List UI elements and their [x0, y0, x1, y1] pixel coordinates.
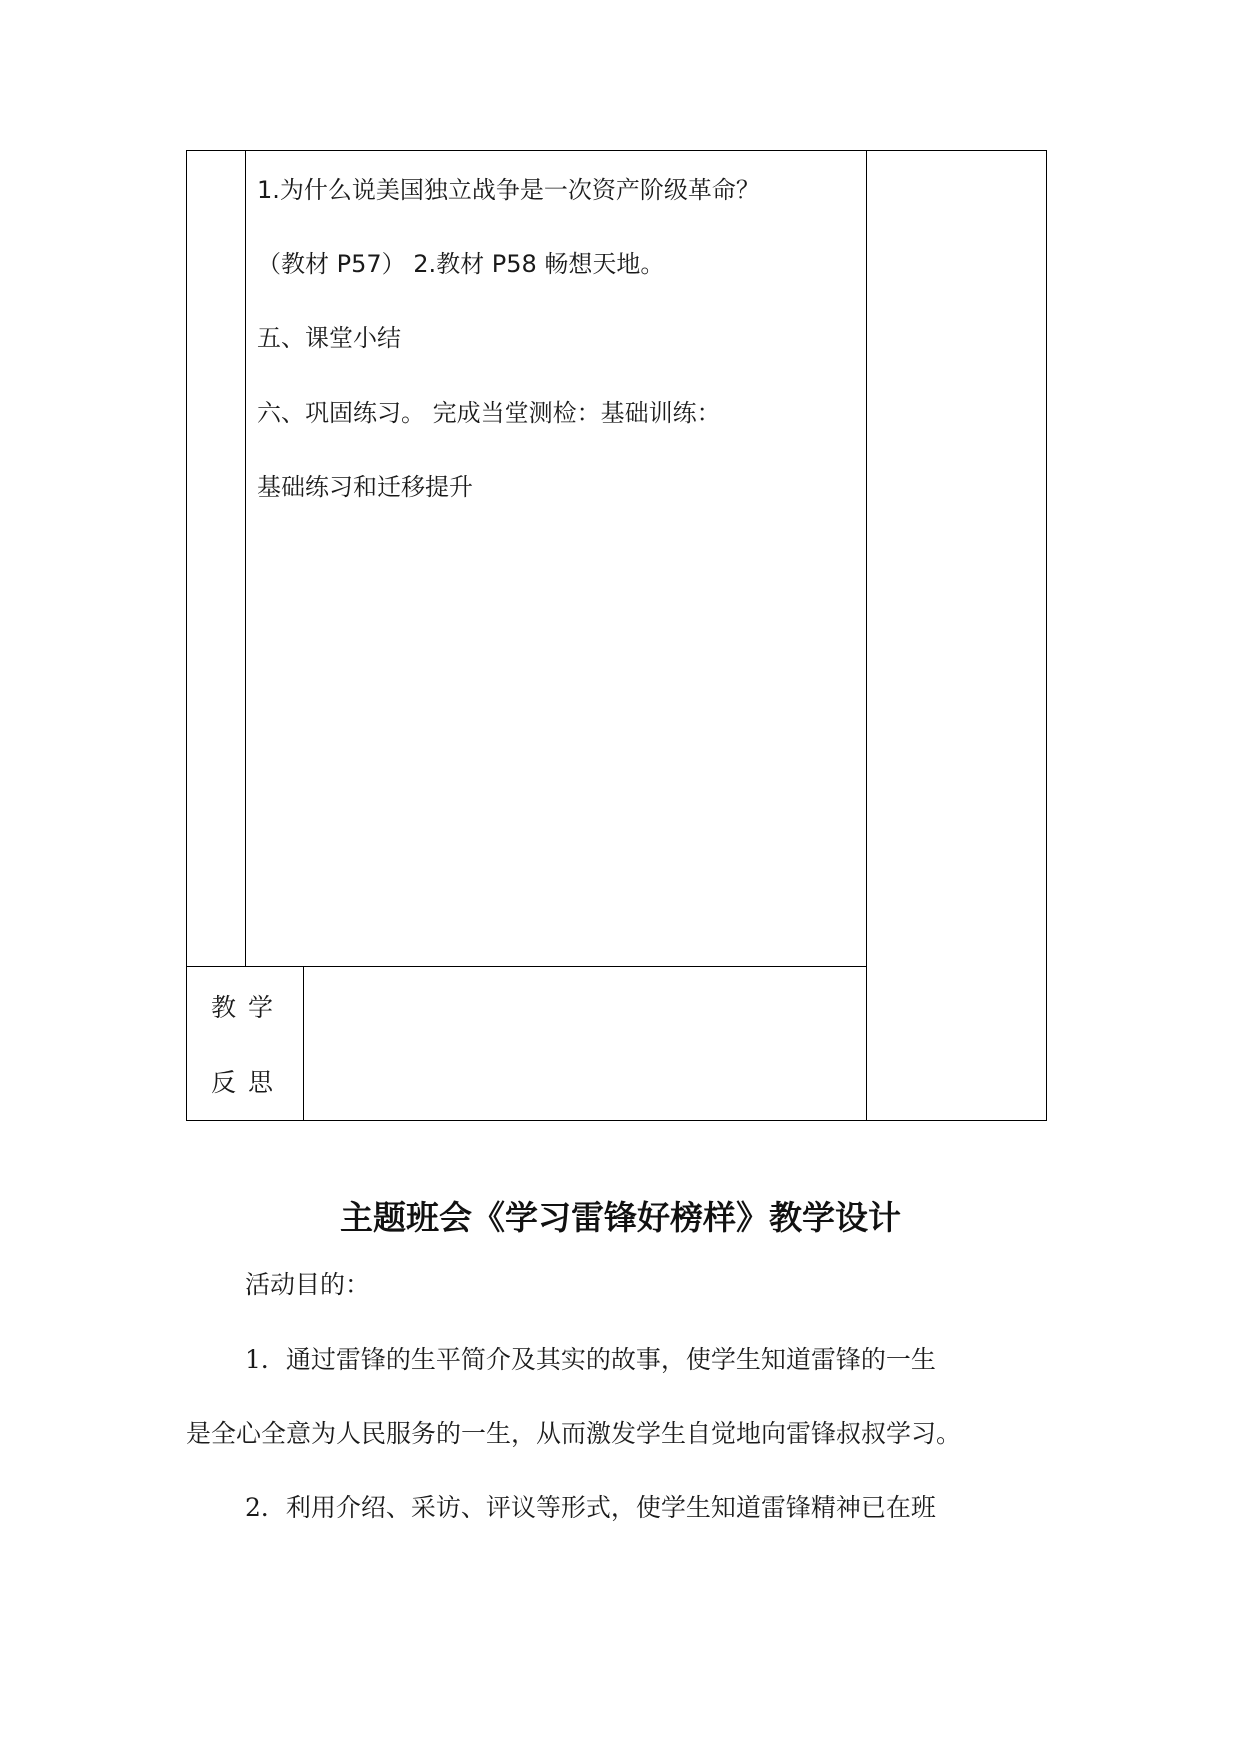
table-border-left [186, 150, 187, 1121]
document-title: 主题班会《学习雷锋好榜样》教学设计 [340, 1198, 901, 1237]
content-line-classroom-summary: 五、课堂小结 [257, 324, 401, 352]
content-line-question: 1.为什么说美国独立战争是一次资产阶级革命？ [257, 176, 760, 204]
table-divider-reflection-row [186, 966, 867, 967]
table-border-top [186, 150, 1047, 151]
table-divider-content-right [866, 150, 867, 1121]
section-heading: 活动目的： [245, 1270, 371, 1299]
content-line-practice-continued: 基础练习和迁移提升 [257, 473, 473, 501]
reflection-label-line1: 教学 [211, 993, 286, 1022]
paragraph-line-2: 是全心全意为人民服务的一生，从而激发学生自觉地向雷锋叔叔学习。 [186, 1419, 962, 1448]
table-divider-narrow-column [245, 150, 246, 966]
table-border-bottom [186, 1120, 1047, 1121]
content-line-practice: 六、巩固练习。 完成当堂测检：基础训练： [257, 399, 721, 427]
table-divider-reflection-label [303, 966, 304, 1121]
paragraph-line-3: 2．利用介绍、采访、评议等形式，使学生知道雷锋精神已在班 [245, 1493, 936, 1522]
table-border-right [1046, 150, 1047, 1121]
paragraph-line-1: 1．通过雷锋的生平简介及其实的故事，使学生知道雷锋的一生 [245, 1345, 936, 1374]
reflection-label-line2: 反思 [211, 1068, 286, 1097]
content-line-textbook-reference: （教材 P57） 2.教材 P58 畅想天地。 [257, 250, 665, 278]
